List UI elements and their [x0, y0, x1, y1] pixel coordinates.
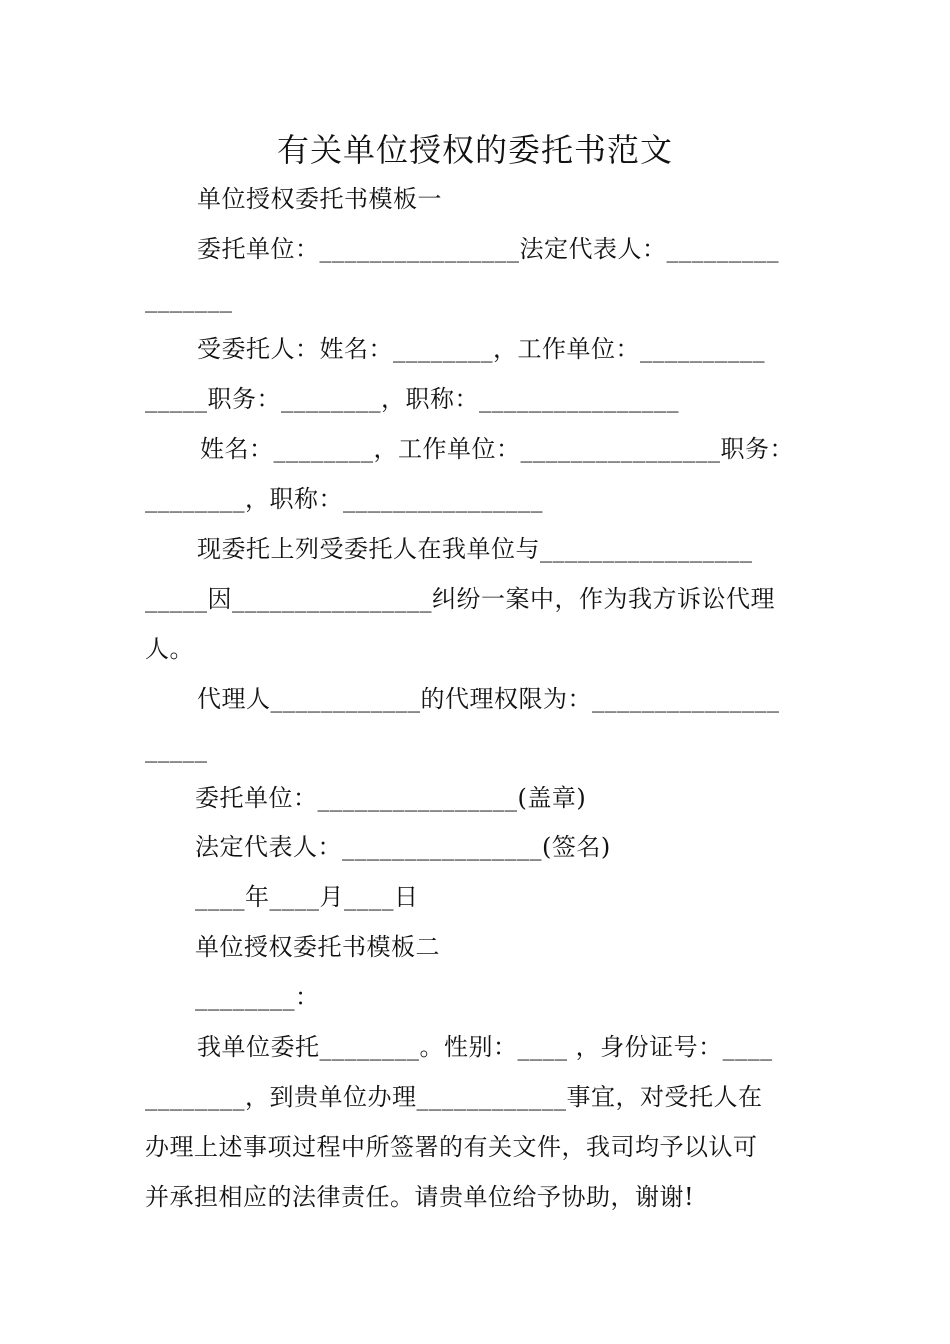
addressee-line: ________：	[195, 983, 320, 1011]
text-line: 受委托人：姓名：________，工作单位：__________	[197, 335, 765, 363]
text-line: ________，职称：________________	[145, 485, 543, 513]
text-line: ________，到贵单位办理____________事宜，对受托人在	[145, 1083, 763, 1111]
text-line: 我单位委托________。性别：____ ，身份证号：____	[197, 1033, 773, 1061]
text-line: _____	[145, 735, 208, 763]
text-line: 委托单位：________________法定代表人：_________	[197, 235, 779, 263]
text-line: 人。	[145, 635, 194, 663]
text-line: 代理人____________的代理权限为：_______________	[197, 685, 780, 713]
text-line: 并承担相应的法律责任。请贵单位给予协助，谢谢!	[145, 1183, 695, 1211]
text-line: _______	[145, 285, 233, 313]
document-title: 有关单位授权的委托书范文	[276, 131, 673, 169]
text-line: _____因________________纠纷一案中，作为我方诉讼代理	[145, 585, 775, 613]
section-heading-template-1: 单位授权委托书模板一	[197, 185, 442, 213]
text-line: 委托单位：________________(盖章)	[195, 784, 587, 812]
text-line: 现委托上列受委托人在我单位与_________________	[197, 535, 753, 563]
text-line: _____职务：________，职称：________________	[145, 385, 679, 413]
date-line: ____年____月____日	[195, 883, 419, 911]
text-line: 法定代表人：________________(签名)	[195, 833, 611, 861]
section-heading-template-2: 单位授权委托书模板二	[195, 933, 440, 961]
text-line: 办理上述事项过程中所签署的有关文件，我司均予以认可	[145, 1133, 758, 1161]
text-line: 姓名：________，工作单位：________________职务：	[200, 435, 794, 463]
